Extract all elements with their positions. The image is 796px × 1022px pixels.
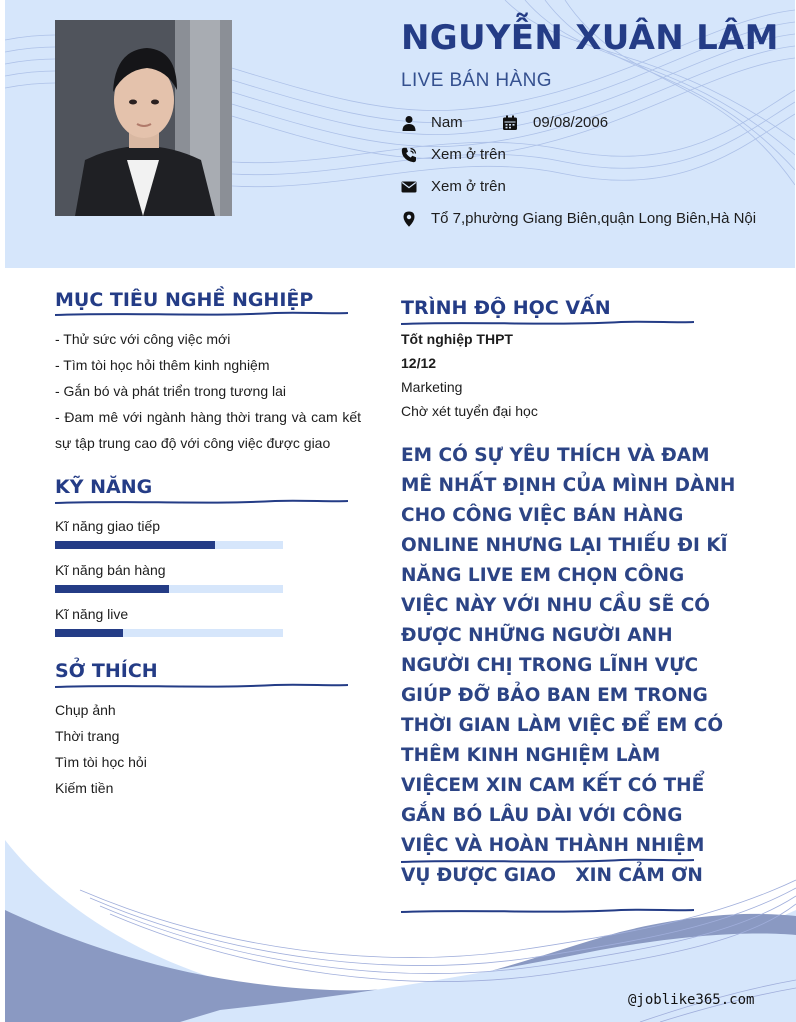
skill-live <box>55 605 283 637</box>
objective-item: - Gắn bó và phát triển trong tương lai <box>55 383 287 399</box>
profile-photo <box>55 20 232 216</box>
skill-label: Kĩ năng giao tiếp <box>55 518 161 534</box>
skill-bar-fill <box>55 541 215 549</box>
calendar-icon <box>502 115 518 131</box>
skill-bar <box>55 541 283 549</box>
objective-item: - Thử sức với công việc mới <box>55 331 231 347</box>
phone-row <box>401 143 506 167</box>
education-major: Marketing <box>401 379 463 395</box>
hobby-item: Chụp ảnh <box>55 702 116 718</box>
hobby-list <box>55 697 147 801</box>
envelope-icon <box>401 179 417 195</box>
dob-value: 09/08/2006 <box>533 114 609 131</box>
education-grade: 12/12 <box>401 355 437 371</box>
skill-sales <box>55 561 283 593</box>
hobbies-title: SỞ THÍCH <box>55 660 158 682</box>
skill-label: Kĩ năng live <box>55 606 129 622</box>
education-degree: Tốt nghiệp THPT <box>401 331 513 347</box>
skills-underline <box>55 497 348 507</box>
address-value: Tổ 7,phường Giang Biên,quận Long Biên,Hà Nội <box>431 210 757 227</box>
education-status: Chờ xét tuyển đại học <box>401 403 538 419</box>
watermark: @joblike365.com <box>628 992 755 1008</box>
skill-communication <box>55 517 283 549</box>
email-value: Xem ở trên <box>431 178 506 195</box>
candidate-role: LIVE BÁN HÀNG <box>401 70 552 91</box>
skill-bar <box>55 585 283 593</box>
hobby-item: Tìm tòi học hỏi <box>55 754 147 770</box>
email-row <box>401 175 506 199</box>
skill-label: Kĩ năng bán hàng <box>55 562 166 578</box>
gender-row <box>401 111 463 135</box>
dob-row <box>502 111 608 135</box>
objective-item: - Đam mê với ngành hàng thời trang và cam kết sự tập trung cao độ với công việc được giao <box>55 409 361 451</box>
phone-value: Xem ở trên <box>431 146 506 163</box>
skill-bar-fill <box>55 629 123 637</box>
objective-list <box>55 326 361 456</box>
education-block <box>401 327 538 423</box>
objective-title: MỤC TIÊU NGHỀ NGHIỆP <box>55 289 314 311</box>
gender-value: Nam <box>431 114 463 131</box>
objective-item: - Tìm tòi học hỏi thêm kinh nghiệm <box>55 357 270 373</box>
candidate-name: NGUYỄN XUÂN LÂM <box>401 18 779 58</box>
skill-bar <box>55 629 283 637</box>
skills-title: KỸ NĂNG <box>55 476 153 498</box>
address-row <box>401 207 761 231</box>
location-pin-icon <box>401 211 417 227</box>
education-title: TRÌNH ĐỘ HỌC VẤN <box>401 297 611 319</box>
skill-bar-fill <box>55 585 169 593</box>
hobby-item: Kiếm tiền <box>55 780 114 796</box>
person-icon <box>401 115 417 131</box>
phone-icon <box>401 147 417 163</box>
personal-statement: EM CÓ SỰ YÊU THÍCH VÀ ĐAM MÊ NHẤT ĐỊNH CỦA MÌNH DÀNH CHO CÔNG VIỆC BÁN HÀNG ONLINE NHƯNG LẠI THIẾU ĐI KĨ NĂNG LIVE EM CHỌN CÔNG VIỆC NÀY VỚI NHU CẦU SẼ CÓ ĐƯỢC NHỮNG NGƯỜI ANH NGƯỜI CHỊ TRONG LĨNH VỰC GIÚP ĐỠ BẢO BAN EM TRONG THỜI GIAN LÀM VIỆC ĐỂ EM CÓ THÊM KINH NGHIỆM LÀM VIỆCEM XIN CAM KẾT CÓ THỂ GẮN BÓ LÂU DÀI VỚI CÔNG VIỆC VÀ HOÀN THÀNH NHIỆM VỤ ĐƯỢC GIAO XIN CẢM ƠN <box>401 445 742 886</box>
objective-underline <box>55 310 348 320</box>
hobbies-underline <box>55 681 348 691</box>
hobby-item: Thời trang <box>55 728 120 744</box>
